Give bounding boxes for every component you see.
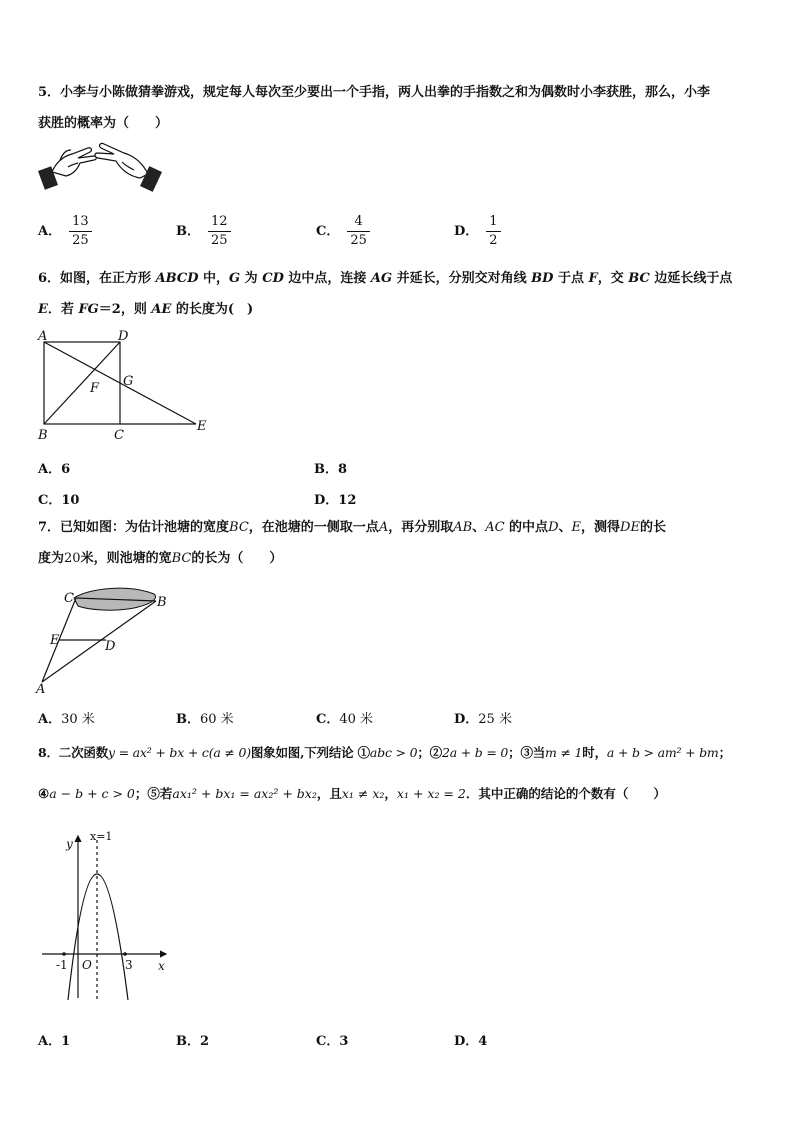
- label-origin: O: [82, 958, 92, 972]
- point-3: [123, 952, 127, 956]
- fraction: $\frac{1}{2}$: [486, 213, 500, 250]
- q7-option-b[interactable]: B．60 米: [176, 712, 234, 727]
- q6-stem-line2: E．若 FG＝2，则 AE 的长度为( ): [38, 302, 254, 317]
- label-y: y: [66, 837, 73, 851]
- q8-option-a[interactable]: A．1: [38, 1034, 71, 1049]
- label-e: E: [50, 633, 60, 648]
- label-a: A: [38, 330, 48, 344]
- q6-option-d[interactable]: D．12: [314, 493, 357, 508]
- label-f: F: [90, 381, 100, 396]
- label-d: D: [105, 639, 116, 654]
- q6-option-c[interactable]: C．10: [38, 493, 80, 508]
- q5-stem-line1: 5．小李与小陈做猜拳游戏，规定每人每次至少要出一个手指，两人出拳的手指数之和为偶数时小李获胜，那么，小李: [38, 85, 711, 100]
- label-x: x: [158, 959, 165, 973]
- left-hand-illustration: [52, 148, 96, 176]
- q8-option-d[interactable]: D．4: [454, 1034, 488, 1049]
- q5-hands-figure: [38, 138, 168, 194]
- label-c: C: [64, 591, 74, 606]
- q5-option-c[interactable]: C． $\frac{4}{25}$: [316, 213, 370, 250]
- q5-option-b[interactable]: B． $\frac{12}{25}$: [176, 213, 231, 250]
- fraction: $\frac{4}{25}$: [347, 213, 370, 250]
- label-neg1: -1: [56, 958, 68, 972]
- label-b: B: [157, 595, 167, 610]
- q7-option-a[interactable]: A．30 米: [38, 712, 95, 727]
- q6-stem-line1: 6．如图，在正方形 ABCD 中，G 为 CD 边中点，连接 AG 并延长，分别交对角线 BD 于点 F，交 BC 边延长线于点: [38, 271, 733, 286]
- q8-option-c[interactable]: C．3: [316, 1034, 349, 1049]
- label-three: 3: [125, 958, 133, 972]
- label-d: D: [118, 330, 129, 344]
- fraction: $\frac{12}{25}$: [208, 213, 231, 250]
- label-symmetry: x=1: [90, 830, 113, 843]
- q5-option-a[interactable]: A． $\frac{13}{25}$: [38, 213, 92, 250]
- q7-option-c[interactable]: C．40 米: [316, 712, 374, 727]
- q7-pond-figure: [34, 582, 174, 697]
- parabola-curve: [68, 874, 128, 1000]
- q6-option-a[interactable]: A．6: [38, 462, 71, 477]
- q5-option-d[interactable]: D． $\frac{1}{2}$: [454, 213, 501, 250]
- label-c: C: [114, 428, 124, 443]
- q8-stem-line1: 8．二次函数y = ax² + bx + c(a ≠ 0)图象如图,下列结论 ①abc > 0；②2a + b = 0；③当m ≠ 1时，a + b > am² + bm；: [38, 745, 731, 760]
- right-hand-illustration: [95, 143, 148, 178]
- q7-stem-line1: 7．已知如图：为估计池塘的宽度BC，在池塘的一侧取一点A，再分别取AB、AC 的中点D、E，测得DE的长: [38, 520, 666, 535]
- q8-option-b[interactable]: B．2: [176, 1034, 210, 1049]
- label-b: B: [38, 428, 48, 443]
- q7-stem-line2: 度为20米，则池塘的宽BC的长为（ ）: [38, 551, 283, 566]
- q8-stem-line2: ④a − b + c > 0；⑤若ax₁² + bx₁ = ax₂² + bx₂，且x₁ ≠ x₂，x₁ + x₂ = 2．其中正确的结论的个数有（ ）: [38, 786, 666, 801]
- q5-stem-line2: 获胜的概率为（ ）: [38, 116, 169, 131]
- label-a: A: [36, 682, 46, 697]
- q6-option-b[interactable]: B．8: [314, 462, 348, 477]
- q6-square-figure: [36, 330, 216, 445]
- q8-parabola-figure: [36, 828, 176, 1003]
- point-neg1: [62, 952, 66, 956]
- label-e: E: [197, 419, 207, 434]
- q7-option-d[interactable]: D．25 米: [454, 712, 512, 727]
- fraction: $\frac{13}{25}$: [69, 213, 92, 250]
- label-g: G: [123, 374, 134, 389]
- diagonal-bd: [44, 342, 120, 424]
